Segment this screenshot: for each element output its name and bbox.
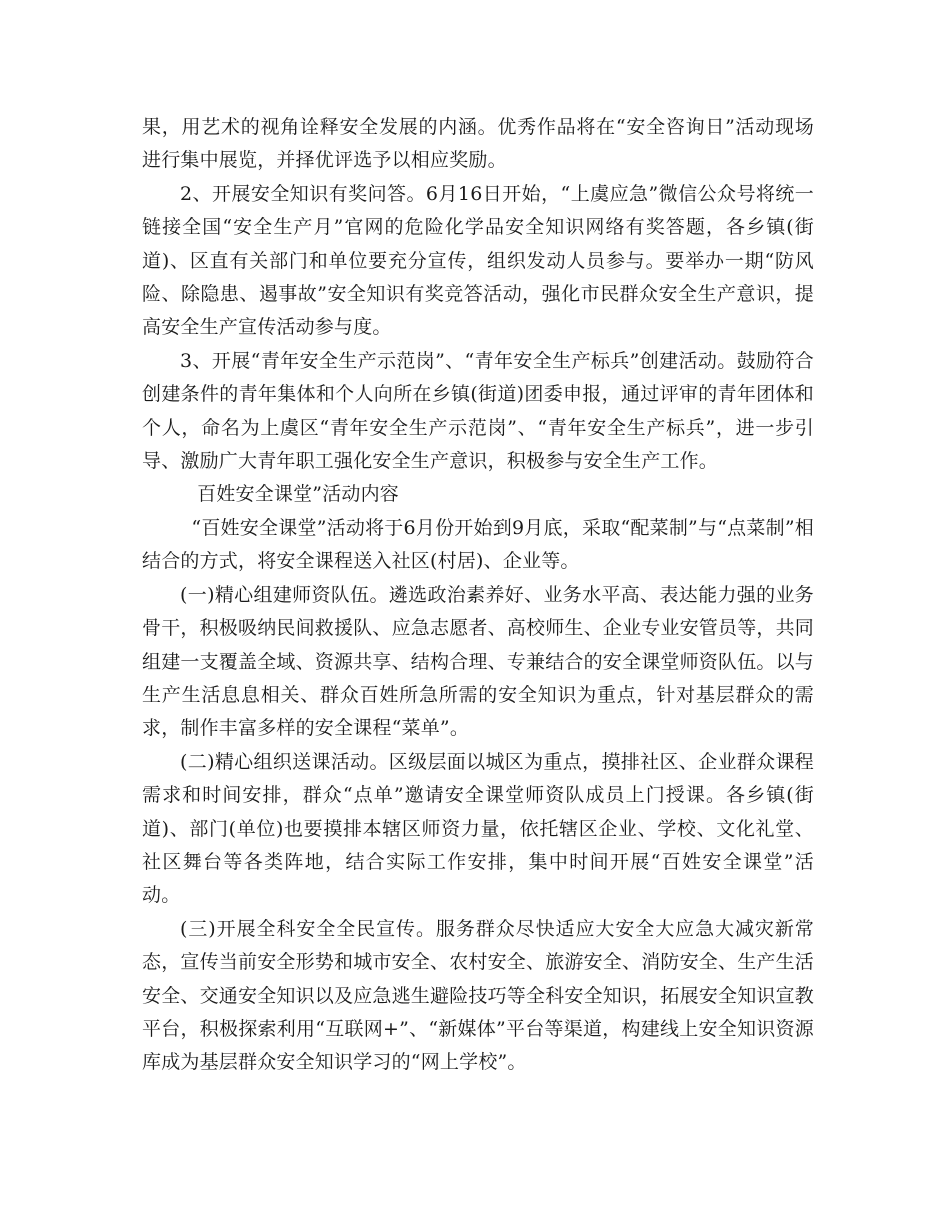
paragraph-teacher-team: (一)精心组建师资队伍。遴选政治素养好、业务水平高、表达能力强的业务骨干，积极吸纳民间救援队、应急志愿者、高校师生、企业专业安管员等，共同组建一支覆盖全域、资源共享、结构合理、专兼结合的安全课堂师资队伍。以与生产生活息息相关、群众百姓所急所需的安全知识为重点，针对基层群众的需求，制作丰富多样的安全课程“菜单”。 — [142, 583, 815, 740]
document-page — [142, 111, 814, 1080]
paragraph-public-awareness: (三)开展全科安全全民宣传。服务群众尽快适应大安全大应急大减灾新常态，宣传当前安全形势和城市安全、农村安全、旅游安全、消防安全、生产生活安全、交通安全知识以及应急逃生避险技巧等全科安全知识，拓展安全知识宣教平台，积极探索利用“互联网+”、“新媒体”平台等渠道，构建线上安全知识资源库成为基层群众安全知识学习的“网上学校”。 — [142, 917, 815, 1074]
paragraph-classroom-intro: “百姓安全课堂”活动将于6月份开始到9月底，采取“配菜制”与“点菜制”相结合的方式，将安全课程送入社区(村居)、企业等。 — [142, 516, 814, 573]
section-heading-safety-classroom: 百姓安全课堂”活动内容 — [197, 483, 400, 506]
paragraph-course-delivery: (二)精心组织送课活动。区级层面以城区为重点，摸排社区、企业群众课程需求和时间安排，群众“点单”邀请安全课堂师资队成员上门授课。各乡镇(街道)、部门(单位)也要摸排本辖区师资力量，依托辖区企业、学校、文化礼堂、社区舞台等各类阵地，结合实际工作安排，集中时间开展“百姓安全课堂”活动。 — [142, 750, 814, 907]
paragraph-continuation: 果，用艺术的视角诠释安全发展的内涵。优秀作品将在“安全咨询日”活动现场进行集中展览，并择优评选予以相应奖励。 — [142, 116, 814, 172]
paragraph-quiz-activity: 2、开展安全知识有奖问答。6月16日开始，“上虞应急”微信公众号将统一链接全国“安全生产月”官网的危险化学品安全知识网络有奖答题，各乡镇(街道)、区直有关部门和单位要充分宣传，组织发动人员参与。要举办一期“防风险、除隐患、遏事故”安全知识有奖竞答活动，强化市民群众安全生产意识，提高安全生产宣传活动参与度。 — [142, 182, 814, 339]
paragraph-youth-safety-activity: 3、开展“青年安全生产示范岗”、“青年安全生产标兵”创建活动。鼓励符合创建条件的青年集体和个人向所在乡镇(街道)团委申报，通过评审的青年团体和个人，命名为上虞区“青年安全生产示范岗”、“青年安全生产标兵”，进一步引导、激励广大青年职工强化安全生产意识，积极参与安全生产工作。 — [142, 349, 814, 473]
